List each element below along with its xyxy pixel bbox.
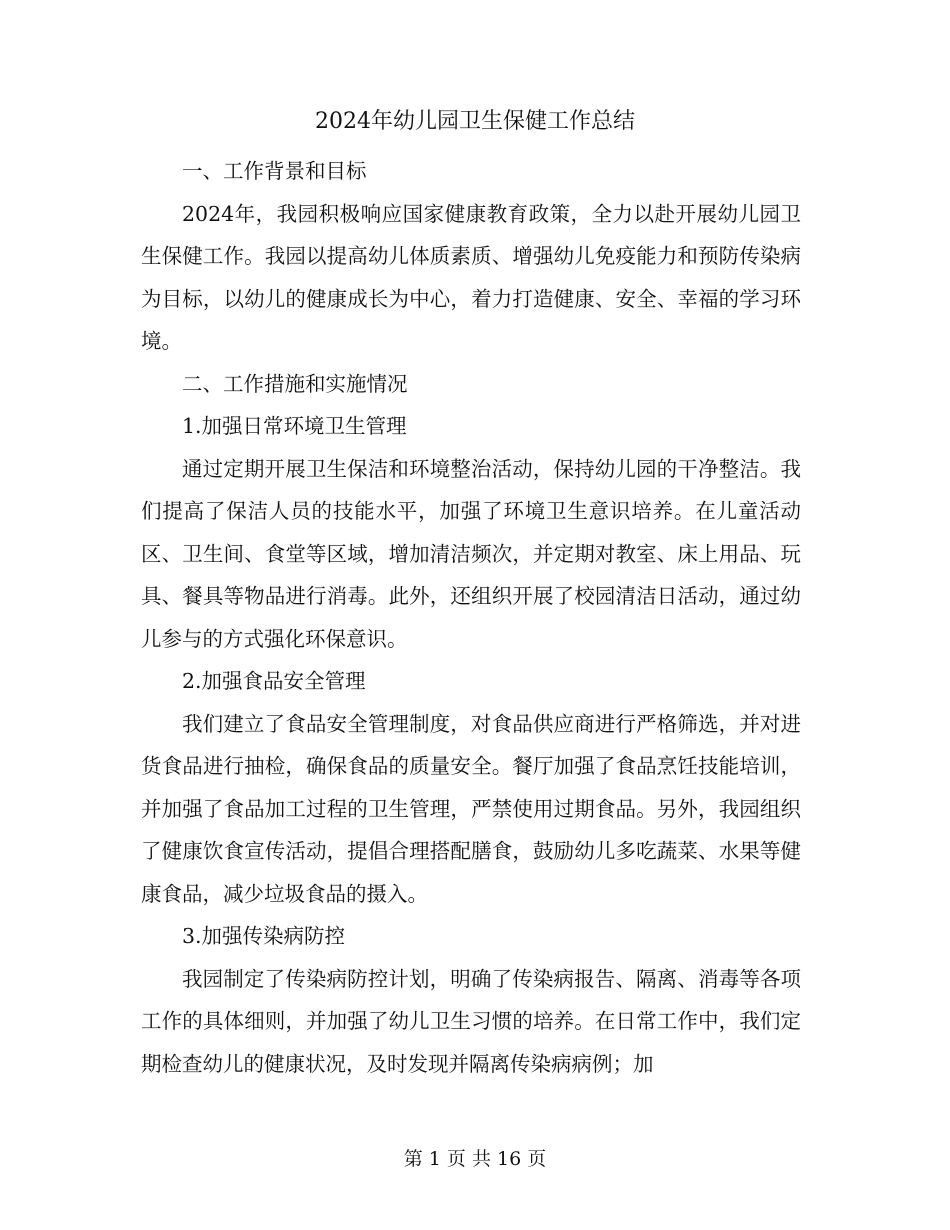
paragraph-disease-control: 我园制定了传染病防控计划，明确了传染病报告、隔离、消毒等各项工作的具体细则，并加强了幼儿卫生习惯的培养。在日常工作中，我们定期检查幼儿的健康状况，及时发现并隔离传染病病例；加 <box>141 966 801 1076</box>
subheading-food-safety: 2.加强食品安全管理 <box>182 669 366 693</box>
paragraph-background: 2024年，我园积极响应国家健康教育政策，全力以赴开展幼儿园卫生保健工作。我园以提高幼儿体质素质、增强幼儿免疫能力和预防传染病为目标，以幼儿的健康成长为中心，着力打造健康、安全、幸福的学习环境。 <box>141 201 801 353</box>
section-heading-1: 一、工作背景和目标 <box>182 159 367 183</box>
paragraph-food-safety: 我们建立了食品安全管理制度，对食品供应商进行严格筛选，并对进货食品进行抽检，确保食品的质量安全。餐厅加强了食品烹饪技能培训，并加强了食品加工过程的卫生管理，严禁使用过期食品。另外，我园组织了健康饮食宣传活动，提倡合理搭配膳食，鼓励幼儿多吃蔬菜、水果等健康食品，减少垃圾食品的摄入。 <box>141 711 801 906</box>
document-body <box>141 150 801 1085</box>
section-heading-2: 二、工作措施和实施情况 <box>182 371 408 396</box>
subheading-disease-control: 3.加强传染病防控 <box>182 924 346 948</box>
subheading-environment: 1.加强日常环境卫生管理 <box>182 414 407 438</box>
paragraph-environment: 通过定期开展卫生保洁和环境整治活动，保持幼儿园的干净整洁。我们提高了保洁人员的技能水平，加强了环境卫生意识培养。在儿童活动区、卫生间、食堂等区域，增加清洁频次，并定期对教室、床上用品、玩具、餐具等物品进行消毒。此外，还组织开展了校园清洁日活动，通过幼儿参与的方式强化环保意识。 <box>141 456 801 651</box>
document-title: 2024年幼儿园卫生保健工作总结 <box>315 109 635 134</box>
page-number-footer: 第 1 页 共 16 页 <box>403 1148 547 1170</box>
